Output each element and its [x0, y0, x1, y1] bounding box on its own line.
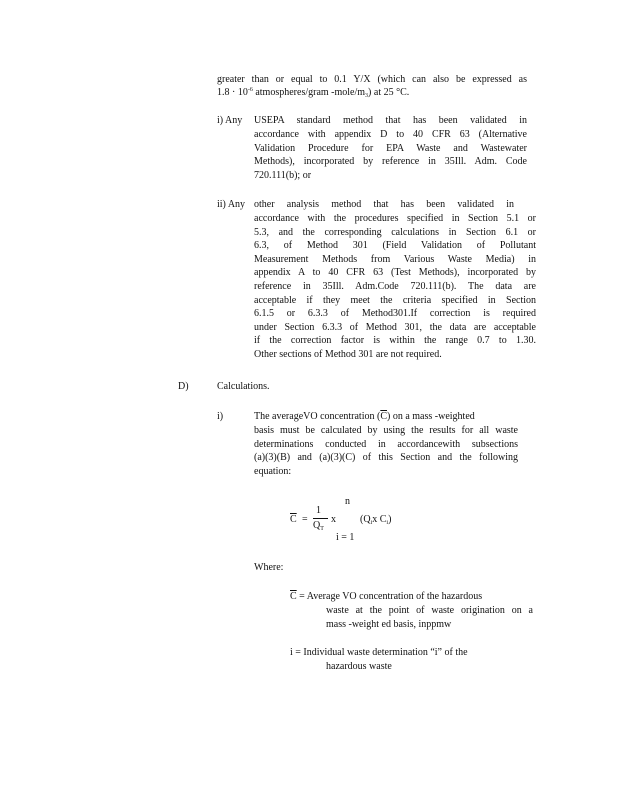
intro-line-2	[217, 86, 409, 100]
intro-subscript: 3	[365, 93, 369, 99]
item-ii-line: under Section 6.3.3 of Method 301, the data are acceptable	[254, 321, 536, 333]
term-close: )	[388, 514, 392, 525]
intro-exponent: -6	[247, 87, 253, 93]
item-ii-line: acceptable if they meet the criteria specified in Section	[254, 294, 536, 306]
item-ii-line: if the correction factor is within the range 0.7 to 1.30.	[254, 335, 536, 347]
intro-line-2-pre: 1.8 · 10	[217, 87, 248, 98]
term-open: (Q	[360, 514, 371, 525]
section-d-marker: D)	[178, 381, 189, 392]
item-ii-line: 6.1.5 or 6.3.3 of Method301.If correction is required	[254, 308, 536, 320]
definition-i: i = Individual waste determination “i” of the	[290, 647, 468, 658]
sum-upper-limit: n	[345, 496, 350, 507]
item-ii-line: 5.3, and the corresponding calculations in Section 6.1 or	[254, 226, 536, 238]
item-i-body	[254, 128, 527, 182]
term-subscript-1: i	[370, 520, 373, 526]
sub-i-line: basis must be calculated by using the results for all waste	[254, 425, 518, 436]
intro-line-1: greater than or equal to 0.1 Y/X (which can also be expressed as	[217, 74, 527, 85]
sum-lower-limit: i = 1	[336, 532, 355, 543]
c-bar-symbol: $\overline{C}$	[380, 411, 387, 422]
definition-line: hazardous waste	[326, 661, 392, 672]
item-ii-line: 6.3, of Method 301 (Field Validation of Pollutant	[254, 240, 536, 252]
item-ii-line: Other sections of Method 301 are not required.	[254, 348, 442, 360]
term-mid: x C	[372, 514, 387, 525]
item-ii-first-line: other analysis method that has been validated in	[254, 199, 514, 210]
def-c-bar-first-line: = Average VO concentration of the hazardous	[299, 591, 483, 602]
fraction-denominator	[313, 519, 324, 533]
item-i-marker: i) Any	[217, 115, 243, 126]
sub-i-line: equation:	[254, 465, 292, 477]
section-d-heading: Calculations.	[217, 381, 270, 392]
item-ii-marker: ii) Any	[217, 199, 246, 210]
item-ii-body	[254, 212, 536, 362]
item-i-line: Methods), incorporated by reference in 35Ill. Adm. Code	[254, 156, 527, 168]
definition-i-body	[326, 660, 392, 674]
equation-equals: =	[302, 514, 308, 525]
item-ii-line: accordance with the procedures specified in Section 5.1 or	[254, 213, 536, 224]
definition-c-bar-body	[326, 604, 533, 631]
definition-c-bar	[290, 590, 482, 604]
definition-line: waste at the point of waste origination on a	[326, 605, 533, 616]
equation-lhs: $\overline{C}$	[290, 514, 297, 525]
sub-i-line-1-pre: The averageVO concentration (	[254, 411, 381, 422]
denominator-q: Q	[313, 520, 321, 531]
sub-i-line: (a)(3)(B) and (a)(3)(C) of this Section and the following	[254, 452, 518, 464]
sub-i-line-1-post: ) on a mass -weighted	[387, 411, 475, 422]
sub-i-body	[254, 424, 518, 478]
equation-term	[360, 513, 391, 527]
sub-i-first-line	[254, 410, 475, 424]
where-label: Where:	[254, 562, 284, 573]
term-subscript-2: i	[386, 520, 389, 526]
sub-i-line: determinations conducted in accordancewith subsections	[254, 438, 518, 450]
item-ii-line: appendix A to 40 CFR 63 (Test Methods), incorporated by	[254, 267, 536, 279]
denominator-subscript: T	[320, 526, 324, 532]
intro-line-2-post: ) at 25 °C.	[368, 87, 410, 98]
item-ii-line: Measurement Methods from Various Waste Media) in	[254, 253, 536, 265]
intro-line-2-mid: atmospheres/gram -mole/m	[252, 87, 366, 98]
item-ii-line: reference in 35Ill. Adm.Code 720.111(b). The data are	[254, 280, 536, 292]
def-c-bar-symbol: $\overline{C}$	[290, 591, 297, 602]
item-i-first-line: USEPA standard method that has been validated in	[254, 115, 527, 126]
definition-line: mass -weight ed basis, inppmw	[326, 618, 452, 630]
fraction-numerator: 1	[316, 505, 321, 516]
item-i-line: accordance with appendix D to 40 CFR 63 (Alternative	[254, 129, 527, 140]
item-i-line: Validation Procedure for EPA Waste and Wastewater	[254, 142, 527, 154]
sub-i-marker: i)	[217, 411, 224, 422]
equation-times: x	[331, 514, 336, 525]
item-i-line: 720.111(b); or	[254, 169, 312, 181]
